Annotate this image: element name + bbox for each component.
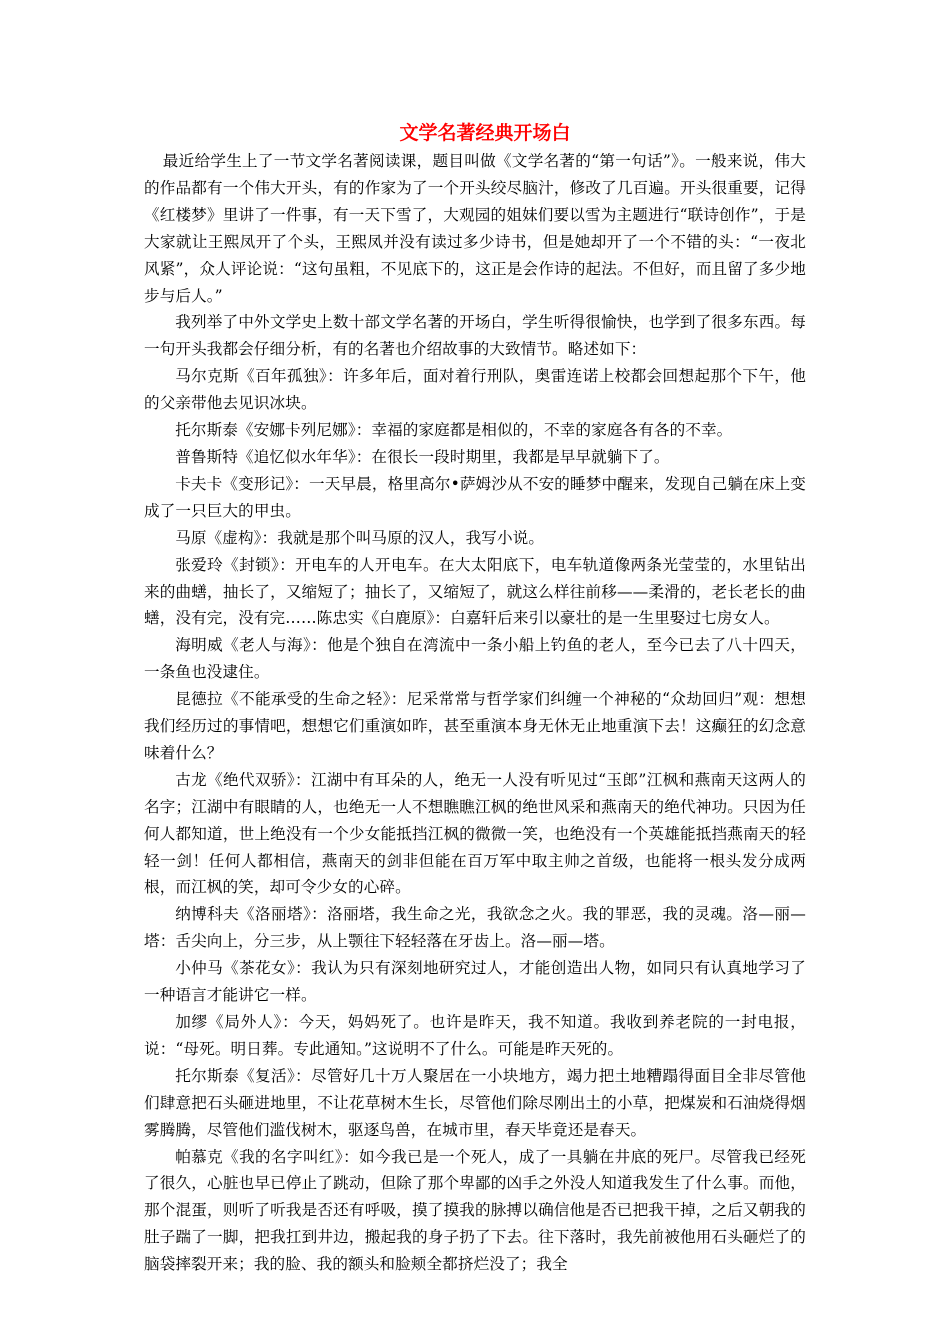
- paragraph-quote: 小仲马《茶花女》：我认为只有深刻地研究过人，才能创造出人物，如同只有认真地学习了一种语言才能讲它一样。: [144, 959, 806, 1005]
- paragraph-quote: 加缪《局外人》：今天，妈妈死了。也许是昨天，我不知道。我收到养老院的一封电报，说：“母死。明日葬。专此通知。”这说明不了什么。可能是昨天死的。: [144, 1013, 806, 1058]
- paragraph-quote: 普鲁斯特《追忆似水年华》：在很长一段时期里，我都是早早就躺下了。: [175, 447, 670, 466]
- paragraph-quote: 马尔克斯《百年孤独》：许多年后，面对着行刑队，奥雷连诺上校都会回想起那个下午，他的父亲带他去见识冰块。: [144, 367, 806, 413]
- paragraph-quote: 托尔斯泰《复活》：尽管好几十万人聚居在一小块地方，竭力把土地糟蹋得面目全非尽管他们肆意把石头砸进地里，不让花草树木生长，尽管他们除尽刚出土的小草，把煤炭和石油烧得烟雾腾腾，尽管他们滥伐树木，驱逐鸟兽，在城市里，春天毕竟还是春天。: [144, 1066, 806, 1139]
- paragraph-quote: 昆德拉《不能承受的生命之轻》：尼采常常与哲学家们纠缠一个神秘的“众劫回归”观：想想我们经历过的事情吧，想想它们重演如昨，甚至重演本身无休无止地重演下去！这癫狂的幻念意味着什么？: [144, 690, 806, 762]
- paragraph-overview: 我列举了中外文学史上数十部文学名著的开场白，学生听得很愉快，也学到了很多东西。每一句开头我都会仔细分析，有的名著也介绍故事的大致情节。略述如下：: [144, 313, 806, 359]
- paragraph-quote: 托尔斯泰《安娜卡列尼娜》：幸福的家庭都是相似的，不幸的家庭各有各的不幸。: [175, 421, 733, 440]
- paragraph-intro: 最近给学生上了一节文学名著阅读课，题目叫做《文学名著的“第一句话”》。一般来说，伟大的作品都有一个伟大开头，有的作家为了一个开头绞尽脑汁，修改了几百遍。开头很重要，记得《红楼梦》里讲了一件事，有一天下雪了，大观园的姐妹们要以雪为主题进行“联诗创作”，于是大家就让王熙凤开了个头，王熙凤并没有读过多少诗书，但是她却开了一个不错的头：“一夜北风紧”，众人评论说：“这句虽粗，不见底下的，这正是会作诗的起法。不但好，而且留了多少地步与后人。”: [144, 152, 806, 305]
- paragraph-quote: 马原《虚构》：我就是那个叫马原的汉人，我写小说。: [175, 528, 545, 547]
- paragraph-quote: 张爱玲《封锁》：开电车的人开电车。在大太阳底下，电车轨道像两条光莹莹的，水里钻出来的曲蟮，抽长了，又缩短了；抽长了，又缩短了，就这么样往前移——柔滑的，老长老长的曲蟮，没有完，没有完……陈忠实《白鹿原》：白嘉轩后来引以豪壮的是一生里娶过七房女人。: [144, 555, 806, 628]
- paragraph-quote: 卡夫卡《变形记》：一天早晨，格里高尔•萨姆沙从不安的睡梦中醒来，发现自己躺在床上变成了一只巨大的甲虫。: [144, 474, 806, 520]
- document-title: 文学名著经典开场白: [399, 122, 571, 144]
- paragraph-quote: 帕慕克《我的名字叫红》：如今我已是一个死人，成了一具躺在井底的死尸。尽管我已经死了很久，心脏也早已停止了跳动，但除了那个卑鄙的凶手之外没人知道我发生了什么事。而他，那个混蛋，则听了听我是否还有呼吸，摸了摸我的脉搏以确信他是否已把我干掉，之后又朝我的肚子踹了一脚，把我扛到井边，搬起我的身子扔了下去。往下落时，我先前被他用石头砸烂了的脑袋摔裂开来；我的脸、我的额头和脸颊全都挤烂没了；我全: [144, 1147, 806, 1274]
- paragraph-quote: 海明威《老人与海》：他是个独自在湾流中一条小船上钓鱼的老人，至今已去了八十四天，一条鱼也没逮住。: [144, 636, 806, 682]
- paragraph-quote: 纳博科夫《洛丽塔》：洛丽塔，我生命之光，我欲念之火。我的罪恶，我的灵魂。洛—丽—塔：舌尖向上，分三步，从上颚往下轻轻落在牙齿上。洛—丽—塔。: [144, 905, 806, 951]
- paragraph-quote: 古龙《绝代双骄》：江湖中有耳朵的人，绝无一人没有听见过“玉郎”江枫和燕南天这两人的名字；江湖中有眼睛的人，也绝无一人不想瞧瞧江枫的绝世风采和燕南天的绝代神功。只因为任何人都知道，世上绝没有一个少女能抵挡江枫的微微一笑，也绝没有一个英雄能抵挡燕南天的轻轻一剑！任何人都相信，燕南天的剑非但能在百万军中取主帅之首级，也能将一根头发分成两根，而江枫的笑，却可令少女的心碎。: [144, 770, 806, 897]
- document-page: [144, 118, 806, 1278]
